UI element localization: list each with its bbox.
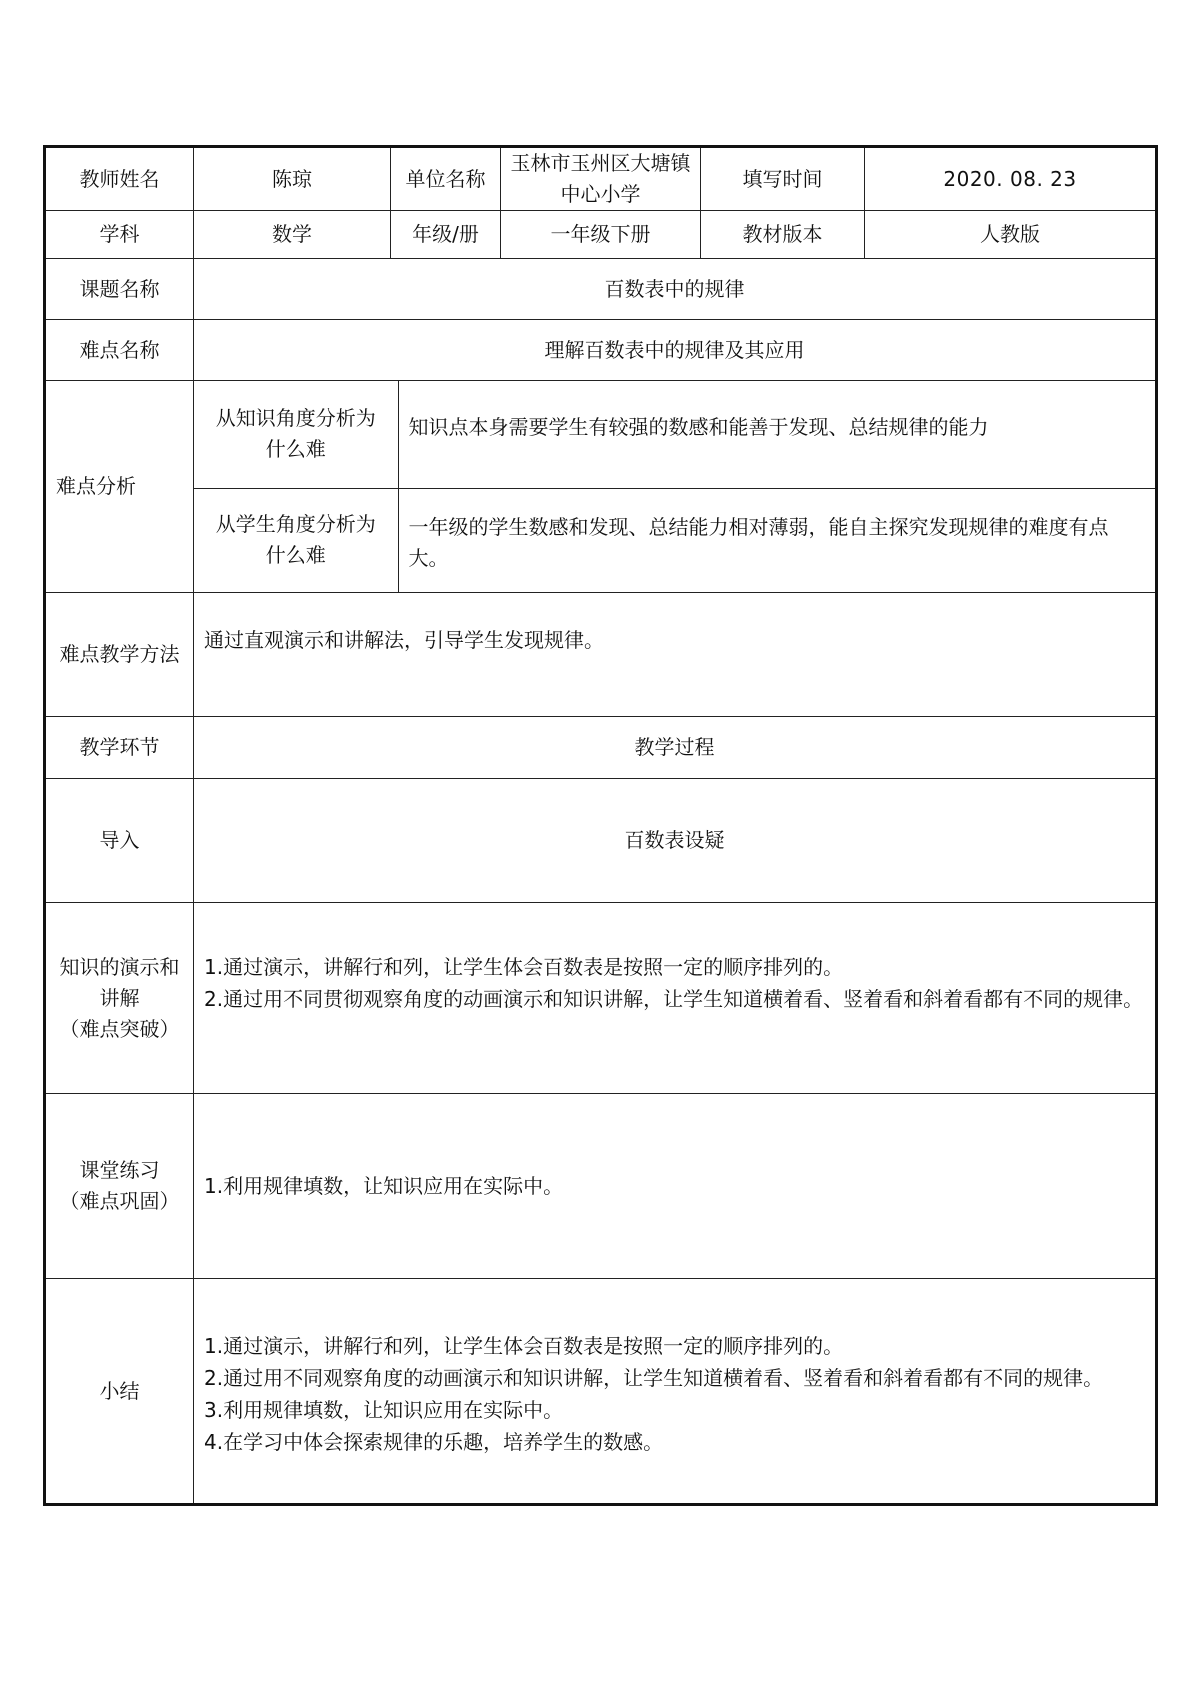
difficulty-label: 难点名称: [45, 320, 194, 381]
intro-row: [45, 779, 1157, 903]
teacher-name-label: 教师姓名: [45, 147, 194, 211]
demo-item-2: 2.通过用不同贯彻观察角度的动画演示和知识讲解，让学生知道横着看、竖着看和斜着看都有不同的规律。: [204, 987, 1144, 1011]
topic-label: 课题名称: [45, 259, 194, 320]
header-row-subject: [45, 211, 1157, 259]
demo-item-1: 1.通过演示，讲解行和列，让学生体会百数表是按照一定的顺序排列的。: [204, 955, 844, 979]
method-label: 难点教学方法: [45, 593, 194, 717]
grade-value: 一年级下册: [501, 211, 701, 259]
edition-label: 教材版本: [701, 211, 865, 259]
grade-label: 年级/册: [391, 211, 501, 259]
demo-label: [45, 903, 194, 1094]
knowledge-analysis-label: 从知识角度分析为什么难: [215, 406, 376, 462]
process-stage-label: 教学环节: [45, 717, 194, 779]
teacher-name-value: 陈琼: [194, 147, 391, 211]
intro-value: 百数表设疑: [194, 779, 1157, 903]
practice-label: [45, 1094, 194, 1279]
summary-item-2: 2.通过用不同观察角度的动画演示和知识讲解，让学生知道横着看、竖着看和斜着看都有不同的规律。: [204, 1366, 1104, 1390]
summary-row: [45, 1279, 1157, 1505]
summary-label: 小结: [45, 1279, 194, 1505]
analysis-label: 难点分析: [45, 381, 194, 593]
analysis-subtable: [194, 381, 1155, 592]
process-value-label: 教学过程: [194, 717, 1157, 779]
topic-row: [45, 259, 1157, 320]
practice-label-main: 课堂练习: [79, 1158, 160, 1182]
practice-row: [45, 1094, 1157, 1279]
subject-label: 学科: [45, 211, 194, 259]
method-value: 通过直观演示和讲解法，引导学生发现规律。: [194, 593, 1157, 717]
student-analysis-label: 从学生角度分析为什么难: [194, 488, 398, 592]
difficulty-value: 理解百数表中的规律及其应用: [194, 320, 1157, 381]
demo-label-main: 知识的演示和讲解: [59, 954, 180, 1010]
analysis-row: [45, 381, 1157, 593]
knowledge-analysis-row: [194, 381, 1155, 488]
header-row-teacher: [45, 147, 1157, 211]
difficulty-row: [45, 320, 1157, 381]
practice-label-sub: （难点巩固）: [59, 1189, 180, 1213]
process-header-row: [45, 717, 1157, 779]
demo-row: [45, 903, 1157, 1094]
demo-label-sub: （难点突破）: [59, 1016, 180, 1041]
method-row: [45, 593, 1157, 717]
topic-value: 百数表中的规律: [194, 259, 1157, 320]
analysis-detail: [194, 381, 1157, 593]
summary-item-4: 4.在学习中体会探索规律的乐趣，培养学生的数感。: [204, 1430, 664, 1454]
practice-content: [194, 1094, 1157, 1279]
demo-content: [194, 903, 1157, 1094]
lesson-plan-table: [43, 145, 1158, 1506]
summary-content: [194, 1279, 1157, 1505]
intro-label: 导入: [45, 779, 194, 903]
edition-value: 人教版: [865, 211, 1157, 259]
practice-item-1: 1.利用规律填数，让知识应用在实际中。: [204, 1174, 564, 1198]
fill-date-label: 填写时间: [701, 147, 865, 211]
unit-name-value: 玉林市玉州区大塘镇中心小学: [501, 147, 701, 211]
unit-name-label: 单位名称: [391, 147, 501, 211]
knowledge-analysis-value: 知识点本身需要学生有较强的数感和能善于发现、总结规律的能力: [398, 381, 1155, 488]
fill-date-value: 2020. 08. 23: [865, 147, 1157, 211]
subject-value: 数学: [194, 211, 391, 259]
lesson-plan-page: [43, 145, 1155, 1506]
student-analysis-row: [194, 488, 1155, 592]
summary-item-3: 3.利用规律填数，让知识应用在实际中。: [204, 1398, 564, 1422]
student-analysis-value: 一年级的学生数感和发现、总结能力相对薄弱，能自主探究发现规律的难度有点大。: [398, 488, 1155, 592]
summary-item-1: 1.通过演示，讲解行和列，让学生体会百数表是按照一定的顺序排列的。: [204, 1334, 844, 1358]
